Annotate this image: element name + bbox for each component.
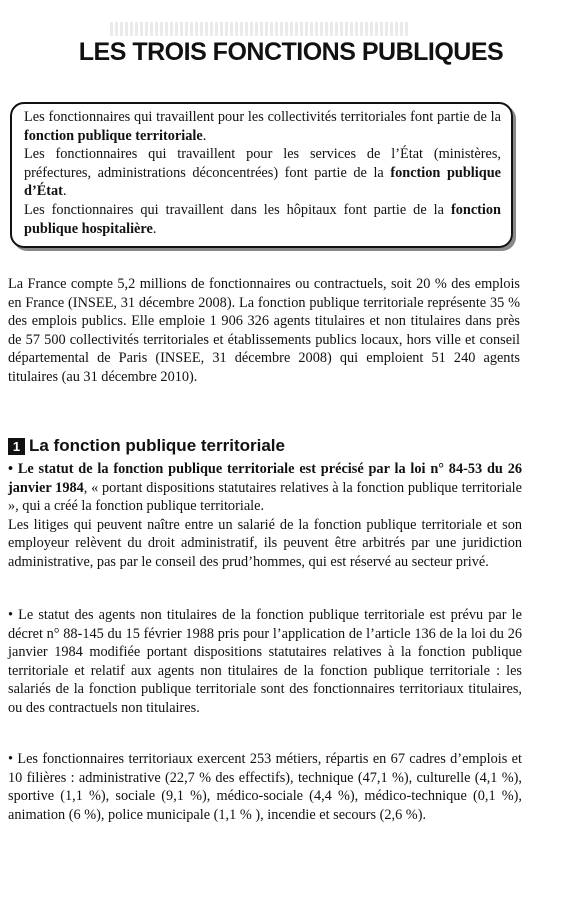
intro-term-etat: fonction publique d’État xyxy=(24,164,501,200)
intro-term-hospitaliere: fonction publique hospitalière xyxy=(24,201,501,237)
intro-period: . xyxy=(152,220,157,237)
bullet-statut-litiges: Les litiges qui peuvent naître entre un salarié de la fonction publique territoriale et son employeur relèvent du droit administratif, ils peuvent être arbitrés par une juridiction administrative, pas par le conseil des prud’hommes, qui est réservé au secteur privé. xyxy=(8,516,522,570)
section-heading xyxy=(8,436,285,456)
intro-text: Les fonctionnaires qui travaillent dans les hôpitaux font partie de la xyxy=(24,201,451,218)
intro-box xyxy=(10,102,513,248)
intro-period: . xyxy=(202,127,207,144)
bullet-non-titulaires: • Le statut des agents non titulaires de la fonction publique territoriale est prévu par le décret n° 88-145 du 15 février 1988 pris pour l’application de l’article 136 de la loi du 26 janvier 1984 modifiée portant dispositions statutaires relatives à la fonction publique territoriale et relatif aux agents non titulaires de la fonction publique territoriale : les salariés de la fonction publique territoriale sont des fonctionnaires territoriaux titulaires, ou des contractuels non titulaires. xyxy=(8,607,522,716)
intro-term-territoriale: fonction publique territoriale xyxy=(24,127,203,144)
intro-paragraph-hospitaliere xyxy=(24,201,501,238)
bullet-statut xyxy=(8,460,522,572)
title-shadow xyxy=(110,22,410,36)
summary-paragraph: La France compte 5,2 millions de fonctionnaires ou contractuels, soit 20 % des emplois en France (INSEE, 31 décembre 2008). La fonction publique territoriale représente 35 % des emplois publics. Elle emploie 1 906 326 agents titulaires et non titulaires dans près de 57 500 collectivités territoriales et établissements publics locaux, hors ville et conseil départemental de Paris (INSEE, 31 décembre 2008) qui emploient 51 240 agents titulaires (au 31 décembre 2010). xyxy=(8,276,520,385)
section-title: La fonction publique territoriale xyxy=(29,436,285,455)
intro-paragraph-etat xyxy=(24,145,501,201)
intro-text: Les fonctionnaires qui travaillent pour les collectivités territoriales font partie de la xyxy=(24,109,501,125)
intro-period: . xyxy=(62,183,67,200)
bullet-metiers: • Les fonctionnaires territoriaux exercent 253 métiers, répartis en 67 cadres d’emplois et 10 filières : administrative (22,7 % des effectifs), technique (47,1 %), culturelle (4,1 %), sportive (1,1 %), sociale (9,1 %), médico-sociale (4,4 %), médico-technique (0,1 %), animation (6 %), police municipale (1,1 % ), incendie et secours (2,6 %). xyxy=(8,751,522,823)
section-number-badge: 1 xyxy=(8,438,25,455)
bullet-statut-rest: , « portant dispositions statutaires relatives à la fonction publique territoriale », qui a créé la fonction publique territoriale. xyxy=(8,479,522,515)
bullet-statut-lead: • Le statut de la fonction publique territoriale est précisé par la loi n° 84-53 du 26 janvier 1984 xyxy=(8,461,522,496)
intro-text: Les fonctionnaires qui travaillent pour les services de l’État (ministères, préfectures, administrations déconcentrées) font partie de la xyxy=(24,146,501,181)
page-title: LES TROIS FONCTIONS PUBLIQUES xyxy=(78,38,504,66)
intro-paragraph-territoriale xyxy=(24,108,501,145)
